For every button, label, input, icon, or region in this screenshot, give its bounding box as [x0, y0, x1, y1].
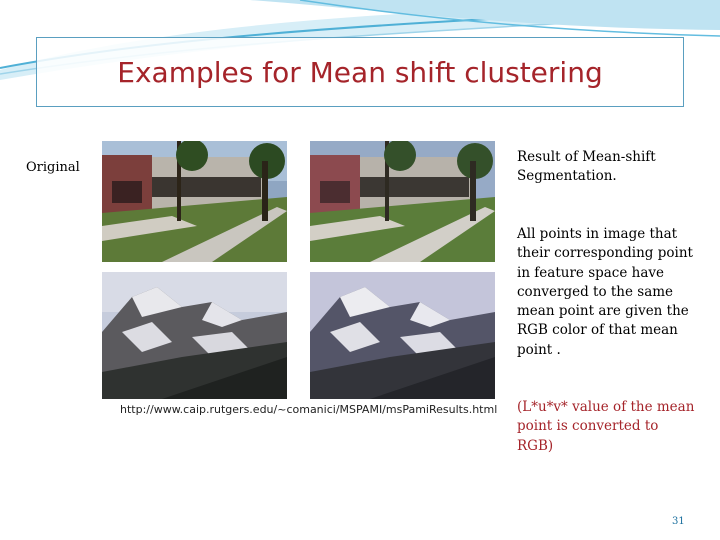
original-label: Original — [26, 160, 80, 175]
building-original-image — [102, 141, 287, 262]
result-label: Result of Mean-shift Segmentation. — [517, 149, 656, 185]
slide-title: Examples for Mean shift clustering — [117, 56, 603, 89]
building-segmented-image — [310, 141, 495, 262]
description-text: All points in image that their corresponding point in feature space have converged to the same mean point are given the RGB color of that mean point . — [517, 226, 693, 358]
slide-number: 31 — [672, 516, 685, 527]
title-frame — [36, 37, 684, 107]
note-text: (L*u*v* value of the mean point is converted to RGB) — [517, 399, 695, 454]
mountain-original-image — [102, 272, 287, 399]
mountain-segmented-image — [310, 272, 495, 399]
source-url: http://www.caip.rutgers.edu/~comanici/MSPAMI/msPamiResults.html — [102, 399, 494, 421]
